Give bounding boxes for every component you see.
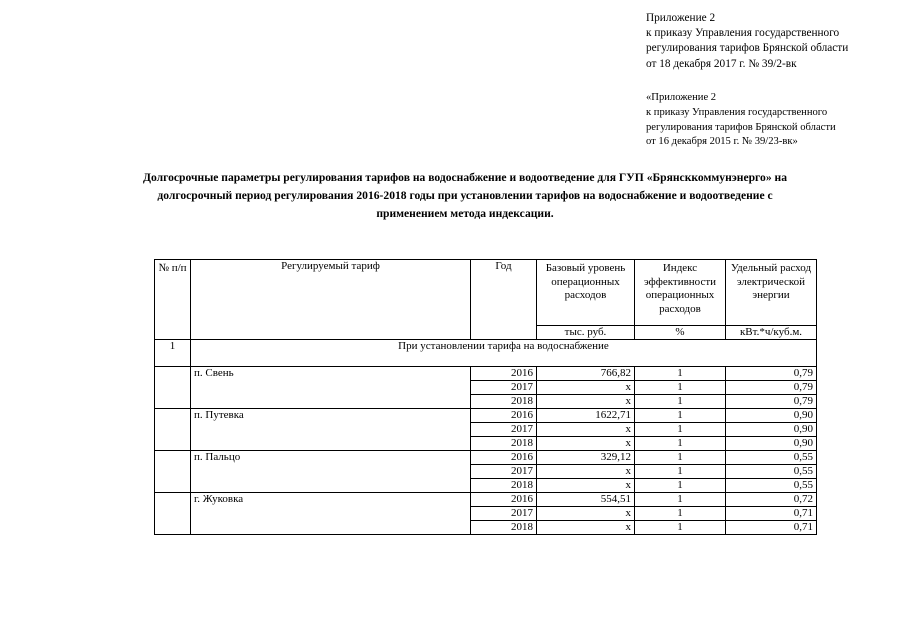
header-line: регулирования тарифов Брянской области — [646, 121, 836, 133]
energy-consumption-cell: 0,90 — [726, 437, 817, 451]
efficiency-index-cell: 1 — [635, 507, 726, 521]
title-line: долгосрочный период регулирования 2016-2018 годы при установлении тарифов на водоснабжение и водоотведение с — [157, 189, 773, 202]
year-cell: 2016 — [471, 493, 537, 507]
header-line: «Приложение 2 — [646, 92, 717, 103]
base-costs-cell: х — [537, 381, 635, 395]
year-cell: 2018 — [471, 479, 537, 493]
base-costs-cell: 1622,71 — [537, 409, 635, 423]
order-header-current — [646, 11, 848, 72]
energy-consumption-cell: 0,79 — [726, 395, 817, 409]
col-header-year: Год — [471, 260, 537, 340]
table-header-row — [155, 260, 817, 326]
base-costs-cell: 766,82 — [537, 367, 635, 381]
settlement-name: п. Свень — [191, 367, 471, 409]
energy-consumption-cell: 0,71 — [726, 521, 817, 535]
energy-consumption-cell: 0,90 — [726, 423, 817, 437]
efficiency-index-cell: 1 — [635, 409, 726, 423]
settlement-name: п. Пальцо — [191, 451, 471, 493]
base-costs-cell: х — [537, 507, 635, 521]
col-header-efficiency-index: Индекс эффективности операционных расходов — [635, 260, 726, 326]
col-header-energy-consumption: Удельный расход электрической энергии — [726, 260, 817, 326]
efficiency-index-cell: 1 — [635, 479, 726, 493]
col-header-num: № п/п — [155, 260, 191, 340]
header-line: к приказу Управления государственного — [646, 106, 828, 118]
base-costs-cell: х — [537, 479, 635, 493]
energy-consumption-cell: 0,79 — [726, 367, 817, 381]
section-label: При установлении тарифа на водоснабжение — [191, 340, 817, 367]
year-cell: 2017 — [471, 381, 537, 395]
base-costs-cell: 554,51 — [537, 493, 635, 507]
year-cell: 2016 — [471, 367, 537, 381]
document-title — [95, 169, 835, 223]
base-costs-cell: х — [537, 395, 635, 409]
base-costs-cell: 329,12 — [537, 451, 635, 465]
year-cell: 2016 — [471, 451, 537, 465]
energy-consumption-cell: 0,55 — [726, 479, 817, 493]
unit-energy-consumption: кВт.*ч/куб.м. — [726, 326, 817, 340]
unit-efficiency-index: % — [635, 326, 726, 340]
efficiency-index-cell: 1 — [635, 423, 726, 437]
table-row — [155, 367, 817, 381]
table-row — [155, 493, 817, 507]
energy-consumption-cell: 0,72 — [726, 493, 817, 507]
title-line: Долгосрочные параметры регулирования тарифов на водоснабжение и водоотведение для ГУП «Брянсккоммунэнерго» на — [143, 171, 787, 184]
efficiency-index-cell: 1 — [635, 381, 726, 395]
row-number-cell — [155, 409, 191, 451]
efficiency-index-cell: 1 — [635, 493, 726, 507]
col-header-base-costs: Базовый уровень операционных расходов — [537, 260, 635, 326]
year-cell: 2018 — [471, 521, 537, 535]
base-costs-cell: х — [537, 423, 635, 437]
header-line: Приложение 2 — [646, 12, 716, 24]
header-line: от 18 декабря 2017 г. № 39/2-вк — [646, 57, 797, 70]
energy-consumption-cell: 0,55 — [726, 465, 817, 479]
efficiency-index-cell: 1 — [635, 465, 726, 479]
efficiency-index-cell: 1 — [635, 367, 726, 381]
settlement-name: г. Жуковка — [191, 493, 471, 535]
section-row — [155, 340, 817, 367]
row-number-cell — [155, 367, 191, 409]
section-number: 1 — [155, 340, 191, 367]
efficiency-index-cell: 1 — [635, 395, 726, 409]
settlement-name: п. Путевка — [191, 409, 471, 451]
year-cell: 2016 — [471, 409, 537, 423]
table-row — [155, 451, 817, 465]
efficiency-index-cell: 1 — [635, 521, 726, 535]
energy-consumption-cell: 0,55 — [726, 451, 817, 465]
energy-consumption-cell: 0,79 — [726, 381, 817, 395]
tariff-parameters-table — [154, 259, 817, 535]
table-row — [155, 409, 817, 423]
base-costs-cell: х — [537, 521, 635, 535]
year-cell: 2018 — [471, 395, 537, 409]
energy-consumption-cell: 0,71 — [726, 507, 817, 521]
energy-consumption-cell: 0,90 — [726, 409, 817, 423]
year-cell: 2017 — [471, 507, 537, 521]
row-number-cell — [155, 493, 191, 535]
title-line: применением метода индексации. — [376, 207, 554, 220]
efficiency-index-cell: 1 — [635, 437, 726, 451]
year-cell: 2017 — [471, 423, 537, 437]
header-line: к приказу Управления государственного — [646, 27, 840, 40]
header-line: от 16 декабря 2015 г. № 39/23-вк» — [646, 136, 798, 148]
order-header-previous — [646, 91, 836, 150]
header-line: регулирования тарифов Брянской области — [646, 42, 849, 55]
efficiency-index-cell: 1 — [635, 451, 726, 465]
unit-base-costs: тыс. руб. — [537, 326, 635, 340]
base-costs-cell: х — [537, 465, 635, 479]
base-costs-cell: х — [537, 437, 635, 451]
row-number-cell — [155, 451, 191, 493]
col-header-tariff: Регулируемый тариф — [191, 260, 471, 340]
year-cell: 2017 — [471, 465, 537, 479]
year-cell: 2018 — [471, 437, 537, 451]
